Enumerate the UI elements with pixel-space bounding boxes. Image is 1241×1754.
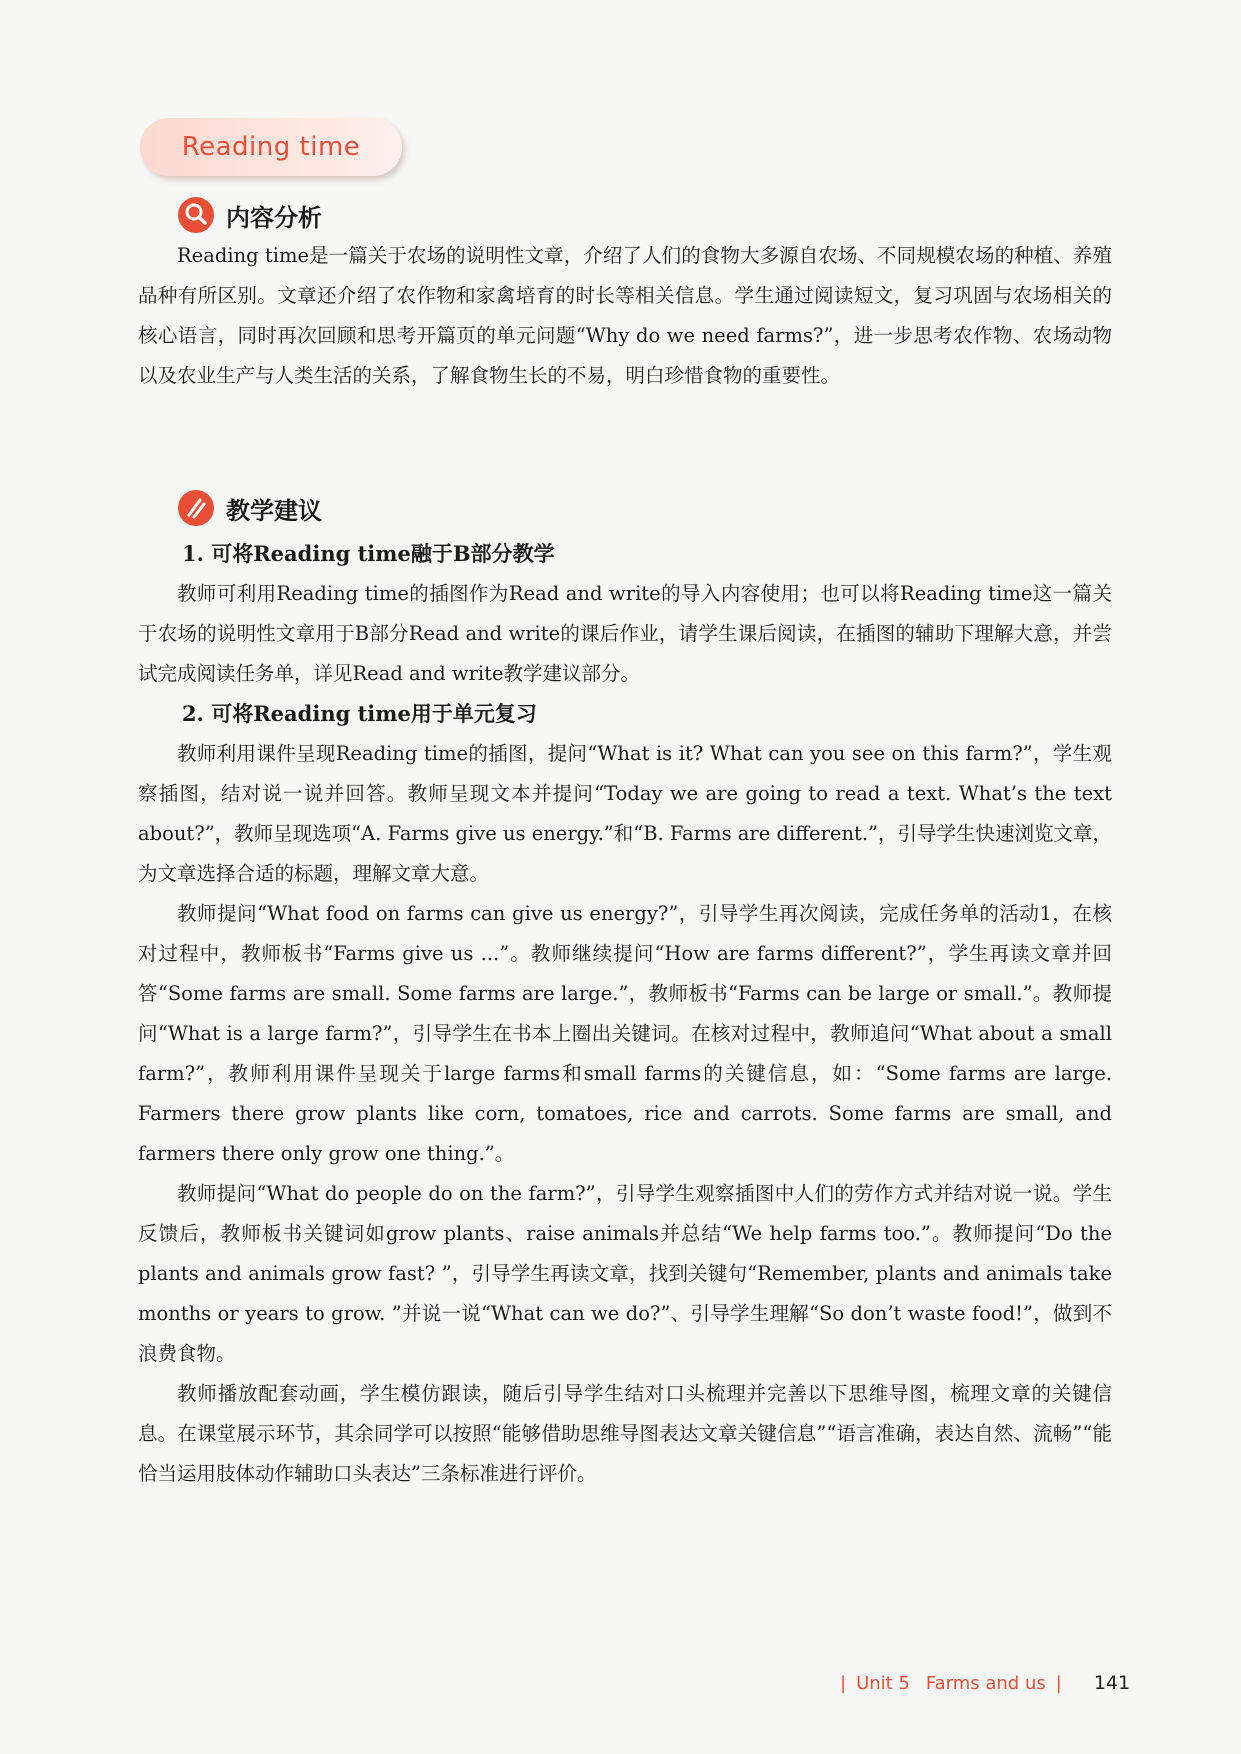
section-title: 内容分析 (226, 203, 322, 232)
reading-time-banner (140, 118, 402, 176)
review-paragraph-2: 教师提问“What food on farms can give us energy?”，引导学生再次阅读，完成任务单的活动1，在核对过程中，教师板书“Farms give us ...”。教师继续提问“How are farms different?”，学生再读文章并回答“Some farms are small. Some farms are large.”，教师板书“Farms can be large or small.”。教师提问“What is a large farm?”，引导学生在书本上圈出关键词。在核对过程中，教师追问“What about a small farm?”，教师利用课件呈现关于large farms和small farms的关键信息，如：“Some farms are large. Farmers there grow plants like corn, tomatoes, rice and carrots. Some farms are small, and farmers there only grow one thing.”。 (138, 902, 1112, 1165)
footer-unit: Unit 5 (856, 1672, 910, 1694)
banner-label: Reading time (181, 132, 361, 162)
page-number: 141 (1093, 1672, 1131, 1694)
section-title: 教学建议 (226, 496, 322, 525)
subheading-1-paragraph: 教师可利用Reading time的插图作为Read and write的导入内容使用；也可以将Reading time这一篇关于农场的说明性文章用于B部分Read and write的课后作业，请学生课后阅读，在插图的辅助下理解大意，并尝试完成阅读任务单，详见Read and write教学建议部分。 (138, 582, 1112, 685)
review-paragraph-3: 教师提问“What do people do on the farm?”，引导学生观察插图中人们的劳作方式并结对说一说。学生反馈后，教师板书关键词如grow plants、raise animals并总结“We help farms too.”。教师提问“Do the plants and animals grow fast? ”，引导学生再读文章，找到关键句“Remember, plants and animals take months or years to grow. ”并说一说“What can we do?”、引导学生理解“So don’t waste food!”，做到不浪费食物。 (138, 1182, 1112, 1365)
footer-unit-title: Farms and us (925, 1672, 1046, 1694)
review-paragraph-4: 教师播放配套动画，学生模仿跟读，随后引导学生结对口头梳理并完善以下思维导图，梳理文章的关键信息。在课堂展示环节，其余同学可以按照“能够借助思维导图表达文章关键信息”“语言准确，表达自然、流畅”“能恰当运用肢体动作辅助口头表达”三条标准进行评价。 (138, 1382, 1112, 1485)
pencil-icon (178, 490, 214, 526)
content-analysis-paragraph: Reading time是一篇关于农场的说明性文章，介绍了人们的食物大多源自农场、不同规模农场的种植、养殖品种有所区别。文章还介绍了农作物和家禽培育的时长等相关信息。学生通过阅读短文，复习巩固与农场相关的核心语言，同时再次回顾和思考开篇页的单元问题“Why do we need farms?”，进一步思考农作物、农场动物以及农业生产与人类生活的关系，了解食物生长的不易，明白珍惜食物的重要性。 (138, 244, 1112, 387)
review-paragraph-1: 教师利用课件呈现Reading time的插图，提问“What is it? What can you see on this farm?”，学生观察插图，结对说一说并回答。教师呈现文本并提问“Today we are going to read a text. What’s the text about?”，教师呈现选项“A. Farms give us energy.”和“B. Farms are different.”，引导学生快速浏览文章，为文章选择合适的标题，理解文章大意。 (138, 742, 1113, 885)
section-content-analysis-header (178, 197, 322, 233)
magnifier-icon (178, 197, 214, 233)
footer-divider: | (840, 1672, 847, 1694)
section-teaching-suggestions-header (178, 490, 322, 526)
page-footer (830, 1672, 1130, 1694)
footer-divider: | (1055, 1672, 1062, 1694)
subheading-1: 1. 可将Reading time融于B部分教学 (182, 541, 555, 566)
subheading-2: 2. 可将Reading time用于单元复习 (182, 701, 537, 726)
